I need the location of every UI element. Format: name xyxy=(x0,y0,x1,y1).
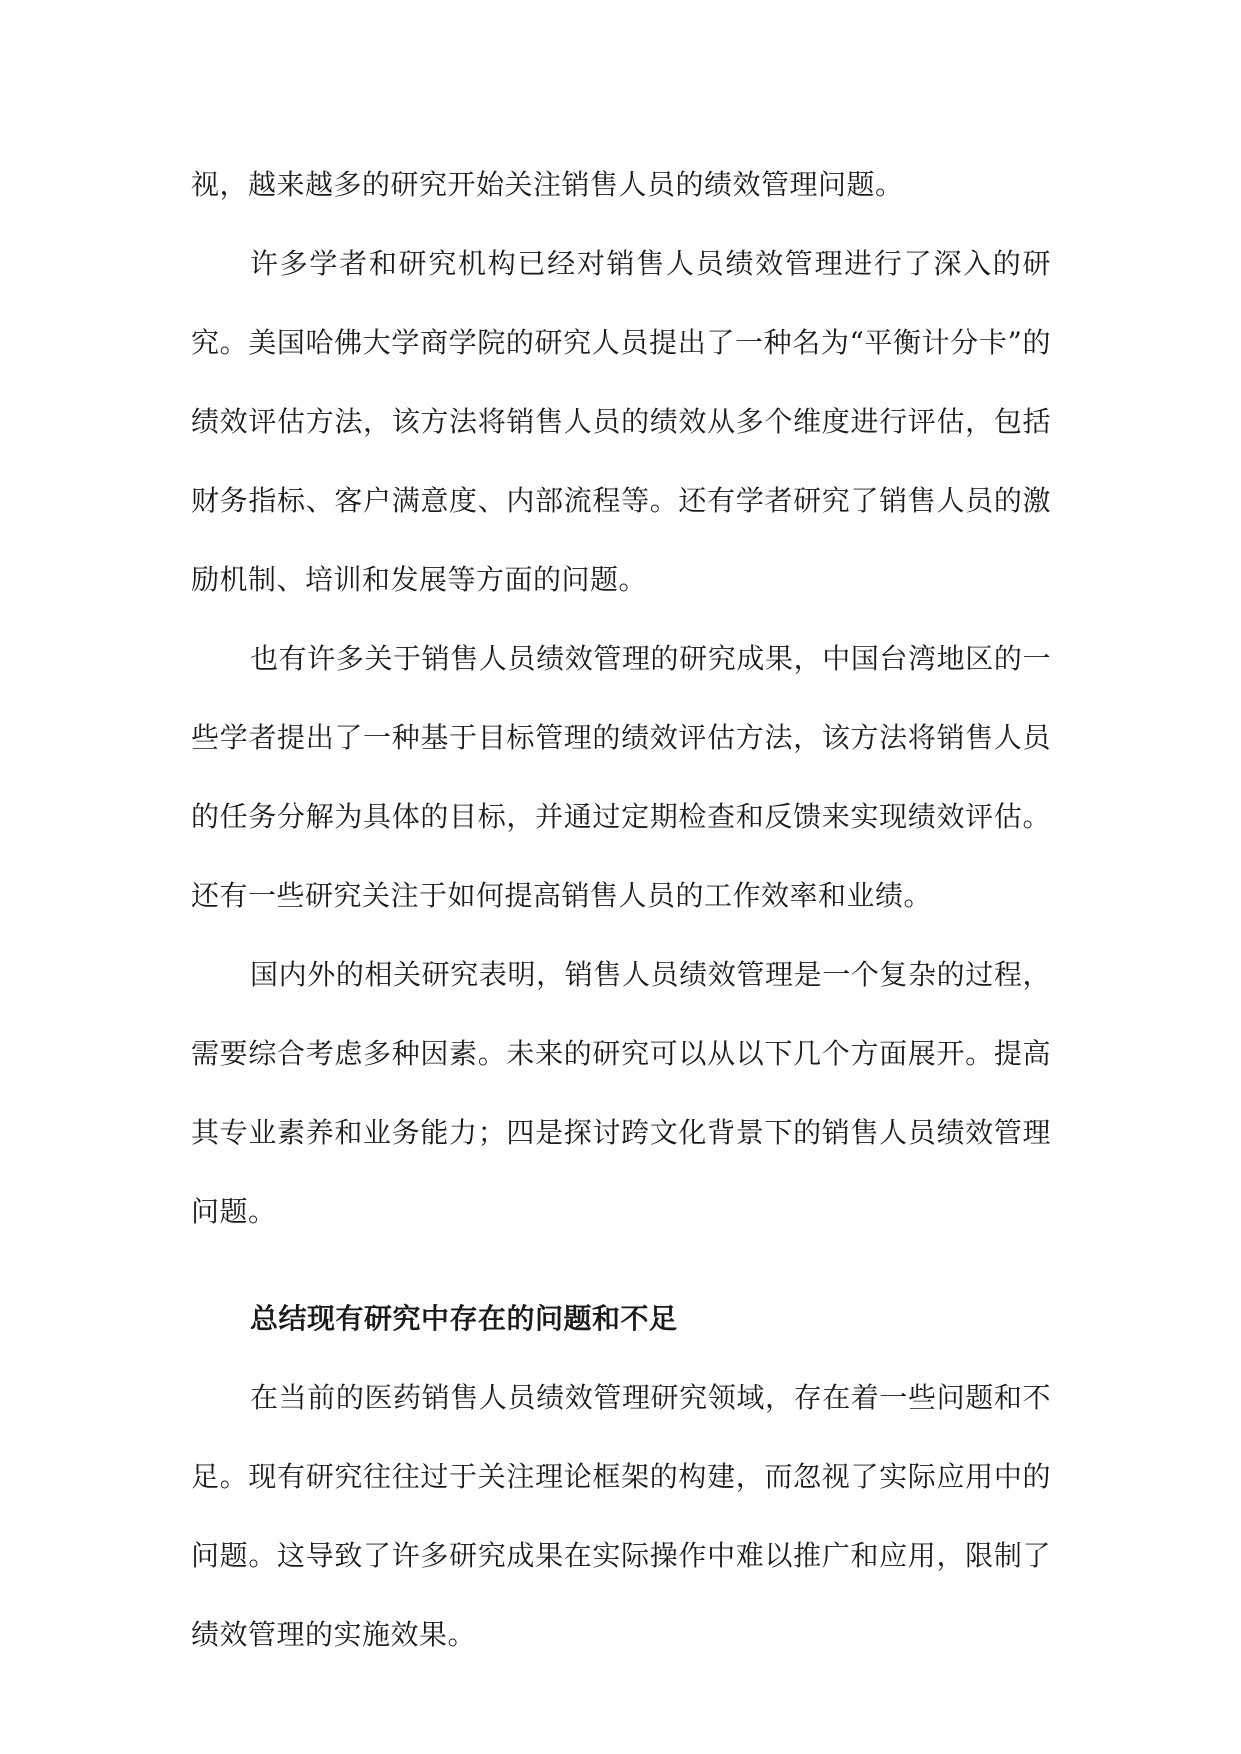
section-heading: 总结现有研究中存在的问题和不足 xyxy=(250,1302,678,1335)
paragraph-taiwan-research: 也有许多关于销售人员绩效管理的研究成果，中国台湾地区的一些学者提出了一种基于目标管理的绩效评估方法，该方法将销售人员的任务分解为具体的目标，并通过定期检查和反馈来实现绩效评估。还有一些研究关注于如何提高销售人员的工作效率和业绩。 xyxy=(191,642,1051,912)
paragraph-continuation: 视，越来越多的研究开始关注销售人员的绩效管理问题。 xyxy=(191,168,904,201)
paragraph-research-summary: 国内外的相关研究表明，销售人员绩效管理是一个复杂的过程，需要综合考虑多种因素。未来的研究可以从以下几个方面展开。提高其专业素养和业务能力；四是探讨跨文化背景下的销售人员绩效管理问题。 xyxy=(191,958,1051,1228)
paragraph-problems: 在当前的医药销售人员绩效管理研究领域，存在着一些问题和不足。现有研究往往过于关注理论框架的构建，而忽视了实际应用中的问题。这导致了许多研究成果在实际操作中难以推广和应用，限制了绩效管理的实施效果。 xyxy=(191,1381,1051,1651)
paragraph-harvard-research: 许多学者和研究机构已经对销售人员绩效管理进行了深入的研究。美国哈佛大学商学院的研究人员提出了一种名为“平衡计分卡”的绩效评估方法，该方法将销售人员的绩效从多个维度进行评估，包括财务指标、客户满意度、内部流程等。还有学者研究了销售人员的激励机制、培训和发展等方面的问题。 xyxy=(191,247,1051,596)
document-body xyxy=(191,145,1051,1674)
